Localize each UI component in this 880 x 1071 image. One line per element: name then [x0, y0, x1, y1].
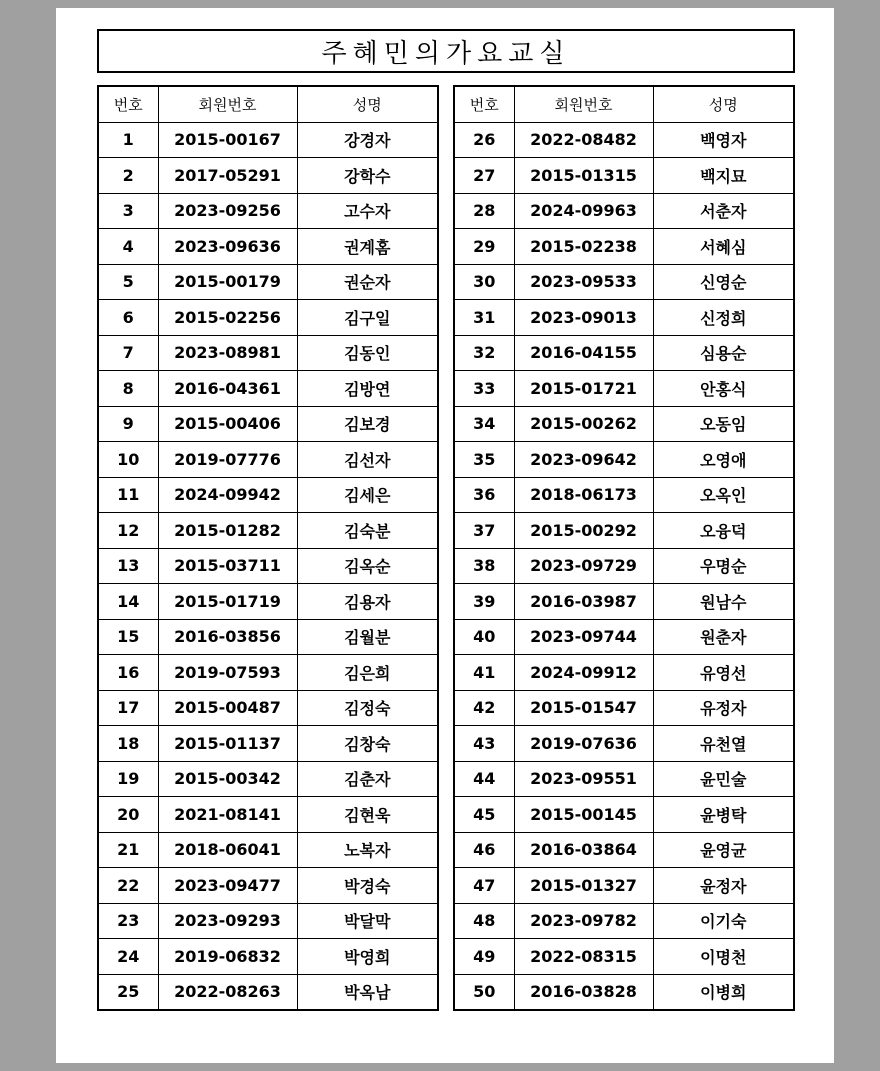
row-number: 4	[98, 229, 158, 265]
member-name: 박영희	[297, 939, 438, 975]
row-number: 13	[98, 548, 158, 584]
row-number: 22	[98, 868, 158, 904]
member-id: 2016-03987	[514, 584, 653, 620]
row-number: 9	[98, 406, 158, 442]
header-member-id: 회원번호	[158, 86, 297, 122]
member-name: 원춘자	[653, 619, 794, 655]
member-id: 2015-01721	[514, 371, 653, 407]
row-number: 26	[454, 122, 514, 158]
member-id: 2018-06041	[158, 832, 297, 868]
table-row	[454, 797, 794, 833]
member-table-right	[453, 85, 795, 1011]
table-row	[454, 726, 794, 762]
row-number: 7	[98, 335, 158, 371]
member-name: 김용자	[297, 584, 438, 620]
member-name: 윤영균	[653, 832, 794, 868]
table-row	[454, 903, 794, 939]
member-id: 2015-00342	[158, 761, 297, 797]
member-id: 2023-09729	[514, 548, 653, 584]
member-name: 오영애	[653, 442, 794, 478]
table-row	[98, 477, 438, 513]
table-row	[98, 193, 438, 229]
table-row	[454, 974, 794, 1010]
table-row	[98, 122, 438, 158]
table-row	[454, 477, 794, 513]
member-name: 신정희	[653, 300, 794, 336]
member-id: 2016-04155	[514, 335, 653, 371]
table-row	[454, 619, 794, 655]
member-id: 2023-09293	[158, 903, 297, 939]
member-id: 2024-09963	[514, 193, 653, 229]
member-id: 2015-01327	[514, 868, 653, 904]
row-number: 5	[98, 264, 158, 300]
table-row	[454, 868, 794, 904]
member-id: 2021-08141	[158, 797, 297, 833]
row-number: 29	[454, 229, 514, 265]
member-name: 권순자	[297, 264, 438, 300]
member-id: 2016-03856	[158, 619, 297, 655]
member-name: 김옥순	[297, 548, 438, 584]
member-id: 2019-07593	[158, 655, 297, 691]
row-number: 31	[454, 300, 514, 336]
table-row	[454, 264, 794, 300]
table-row	[98, 229, 438, 265]
member-id: 2023-09256	[158, 193, 297, 229]
row-number: 50	[454, 974, 514, 1010]
member-id: 2015-00292	[514, 513, 653, 549]
table-row	[98, 406, 438, 442]
table-row	[98, 655, 438, 691]
row-number: 20	[98, 797, 158, 833]
row-number: 35	[454, 442, 514, 478]
member-name: 김동인	[297, 335, 438, 371]
member-id: 2016-03864	[514, 832, 653, 868]
row-number: 34	[454, 406, 514, 442]
member-id: 2022-08263	[158, 974, 297, 1010]
member-name: 유영선	[653, 655, 794, 691]
member-name: 서혜심	[653, 229, 794, 265]
row-number: 17	[98, 690, 158, 726]
row-number: 21	[98, 832, 158, 868]
member-id: 2016-04361	[158, 371, 297, 407]
member-name: 이기숙	[653, 903, 794, 939]
table-row	[454, 158, 794, 194]
table-row	[454, 335, 794, 371]
document-page	[56, 8, 834, 1063]
member-id: 2016-03828	[514, 974, 653, 1010]
table-row	[454, 406, 794, 442]
member-id: 2023-09533	[514, 264, 653, 300]
member-id: 2019-06832	[158, 939, 297, 975]
table-row	[454, 655, 794, 691]
table-row	[454, 300, 794, 336]
member-name: 김보경	[297, 406, 438, 442]
table-row	[98, 690, 438, 726]
header-number: 번호	[454, 86, 514, 122]
member-name: 백지묘	[653, 158, 794, 194]
member-name: 백영자	[653, 122, 794, 158]
member-name: 이명천	[653, 939, 794, 975]
member-id: 2022-08482	[514, 122, 653, 158]
member-name: 원남수	[653, 584, 794, 620]
table-row	[98, 868, 438, 904]
member-name: 김선자	[297, 442, 438, 478]
header-row	[98, 86, 438, 122]
table-row	[454, 690, 794, 726]
member-name: 박옥남	[297, 974, 438, 1010]
member-name: 강경자	[297, 122, 438, 158]
header-name: 성명	[653, 86, 794, 122]
row-number: 39	[454, 584, 514, 620]
row-number: 18	[98, 726, 158, 762]
member-id: 2023-09477	[158, 868, 297, 904]
member-name: 김정숙	[297, 690, 438, 726]
row-number: 10	[98, 442, 158, 478]
row-number: 15	[98, 619, 158, 655]
member-id: 2015-01137	[158, 726, 297, 762]
member-name: 윤민술	[653, 761, 794, 797]
member-id: 2024-09942	[158, 477, 297, 513]
member-name: 오옥인	[653, 477, 794, 513]
table-row	[98, 832, 438, 868]
member-name: 윤정자	[653, 868, 794, 904]
table-row	[454, 229, 794, 265]
row-number: 30	[454, 264, 514, 300]
member-id: 2015-00406	[158, 406, 297, 442]
row-number: 11	[98, 477, 158, 513]
member-name: 서춘자	[653, 193, 794, 229]
member-name: 김방연	[297, 371, 438, 407]
table-row	[454, 122, 794, 158]
member-name: 박달막	[297, 903, 438, 939]
member-name: 신영순	[653, 264, 794, 300]
table-row	[454, 193, 794, 229]
member-name: 김월분	[297, 619, 438, 655]
row-number: 40	[454, 619, 514, 655]
table-row	[98, 442, 438, 478]
row-number: 19	[98, 761, 158, 797]
member-id: 2017-05291	[158, 158, 297, 194]
row-number: 44	[454, 761, 514, 797]
table-row	[98, 761, 438, 797]
table-row	[98, 903, 438, 939]
row-number: 42	[454, 690, 514, 726]
table-row	[454, 939, 794, 975]
row-number: 2	[98, 158, 158, 194]
page-title: 주혜민의가요교실	[97, 29, 795, 73]
table-row	[98, 584, 438, 620]
member-id: 2019-07776	[158, 442, 297, 478]
member-name: 고수자	[297, 193, 438, 229]
table-row	[454, 371, 794, 407]
member-id: 2015-03711	[158, 548, 297, 584]
row-number: 14	[98, 584, 158, 620]
member-id: 2015-00145	[514, 797, 653, 833]
row-number: 16	[98, 655, 158, 691]
row-number: 23	[98, 903, 158, 939]
member-id: 2022-08315	[514, 939, 653, 975]
table-row	[98, 726, 438, 762]
member-name: 김현욱	[297, 797, 438, 833]
member-name: 김춘자	[297, 761, 438, 797]
member-table-left	[97, 85, 439, 1011]
member-id: 2023-09636	[158, 229, 297, 265]
member-id: 2015-02256	[158, 300, 297, 336]
member-id: 2023-09744	[514, 619, 653, 655]
member-name: 유정자	[653, 690, 794, 726]
member-name: 오동임	[653, 406, 794, 442]
member-id: 2015-00179	[158, 264, 297, 300]
table-row	[98, 513, 438, 549]
member-id: 2023-09013	[514, 300, 653, 336]
member-id: 2015-01282	[158, 513, 297, 549]
member-name: 김구일	[297, 300, 438, 336]
row-number: 27	[454, 158, 514, 194]
row-number: 47	[454, 868, 514, 904]
table-row	[98, 300, 438, 336]
row-number: 37	[454, 513, 514, 549]
member-id: 2023-09782	[514, 903, 653, 939]
member-name: 김은희	[297, 655, 438, 691]
member-id: 2024-09912	[514, 655, 653, 691]
table-row	[98, 619, 438, 655]
table-row	[454, 513, 794, 549]
member-id: 2015-02238	[514, 229, 653, 265]
member-name: 박경숙	[297, 868, 438, 904]
member-name: 김창숙	[297, 726, 438, 762]
row-number: 45	[454, 797, 514, 833]
member-id: 2015-01315	[514, 158, 653, 194]
member-name: 권계홈	[297, 229, 438, 265]
table-row	[454, 761, 794, 797]
table-row	[454, 584, 794, 620]
table-row	[98, 335, 438, 371]
member-name: 이병희	[653, 974, 794, 1010]
member-id: 2015-01547	[514, 690, 653, 726]
member-name: 윤병탁	[653, 797, 794, 833]
row-number: 33	[454, 371, 514, 407]
table-row	[98, 158, 438, 194]
member-name: 오융덕	[653, 513, 794, 549]
member-id: 2015-01719	[158, 584, 297, 620]
row-number: 49	[454, 939, 514, 975]
member-name: 심용순	[653, 335, 794, 371]
table-row	[454, 548, 794, 584]
member-id: 2015-00167	[158, 122, 297, 158]
row-number: 36	[454, 477, 514, 513]
member-id: 2018-06173	[514, 477, 653, 513]
row-number: 38	[454, 548, 514, 584]
header-number: 번호	[98, 86, 158, 122]
row-number: 6	[98, 300, 158, 336]
member-name: 김숙분	[297, 513, 438, 549]
member-id: 2015-00262	[514, 406, 653, 442]
table-row	[98, 371, 438, 407]
table-row	[98, 797, 438, 833]
row-number: 3	[98, 193, 158, 229]
row-number: 43	[454, 726, 514, 762]
member-name: 안홍식	[653, 371, 794, 407]
member-name: 김세은	[297, 477, 438, 513]
table-row	[98, 974, 438, 1010]
row-number: 24	[98, 939, 158, 975]
table-row	[98, 548, 438, 584]
member-name: 노복자	[297, 832, 438, 868]
table-row	[454, 442, 794, 478]
row-number: 48	[454, 903, 514, 939]
member-id: 2015-00487	[158, 690, 297, 726]
header-row	[454, 86, 794, 122]
row-number: 8	[98, 371, 158, 407]
row-number: 32	[454, 335, 514, 371]
member-id: 2023-09642	[514, 442, 653, 478]
table-row	[98, 264, 438, 300]
table-row	[454, 832, 794, 868]
row-number: 28	[454, 193, 514, 229]
header-name: 성명	[297, 86, 438, 122]
member-name: 유천열	[653, 726, 794, 762]
table-row	[98, 939, 438, 975]
member-name: 우명순	[653, 548, 794, 584]
member-id: 2019-07636	[514, 726, 653, 762]
row-number: 41	[454, 655, 514, 691]
member-name: 강학수	[297, 158, 438, 194]
row-number: 1	[98, 122, 158, 158]
member-id: 2023-09551	[514, 761, 653, 797]
header-member-id: 회원번호	[514, 86, 653, 122]
row-number: 12	[98, 513, 158, 549]
member-id: 2023-08981	[158, 335, 297, 371]
row-number: 46	[454, 832, 514, 868]
row-number: 25	[98, 974, 158, 1010]
